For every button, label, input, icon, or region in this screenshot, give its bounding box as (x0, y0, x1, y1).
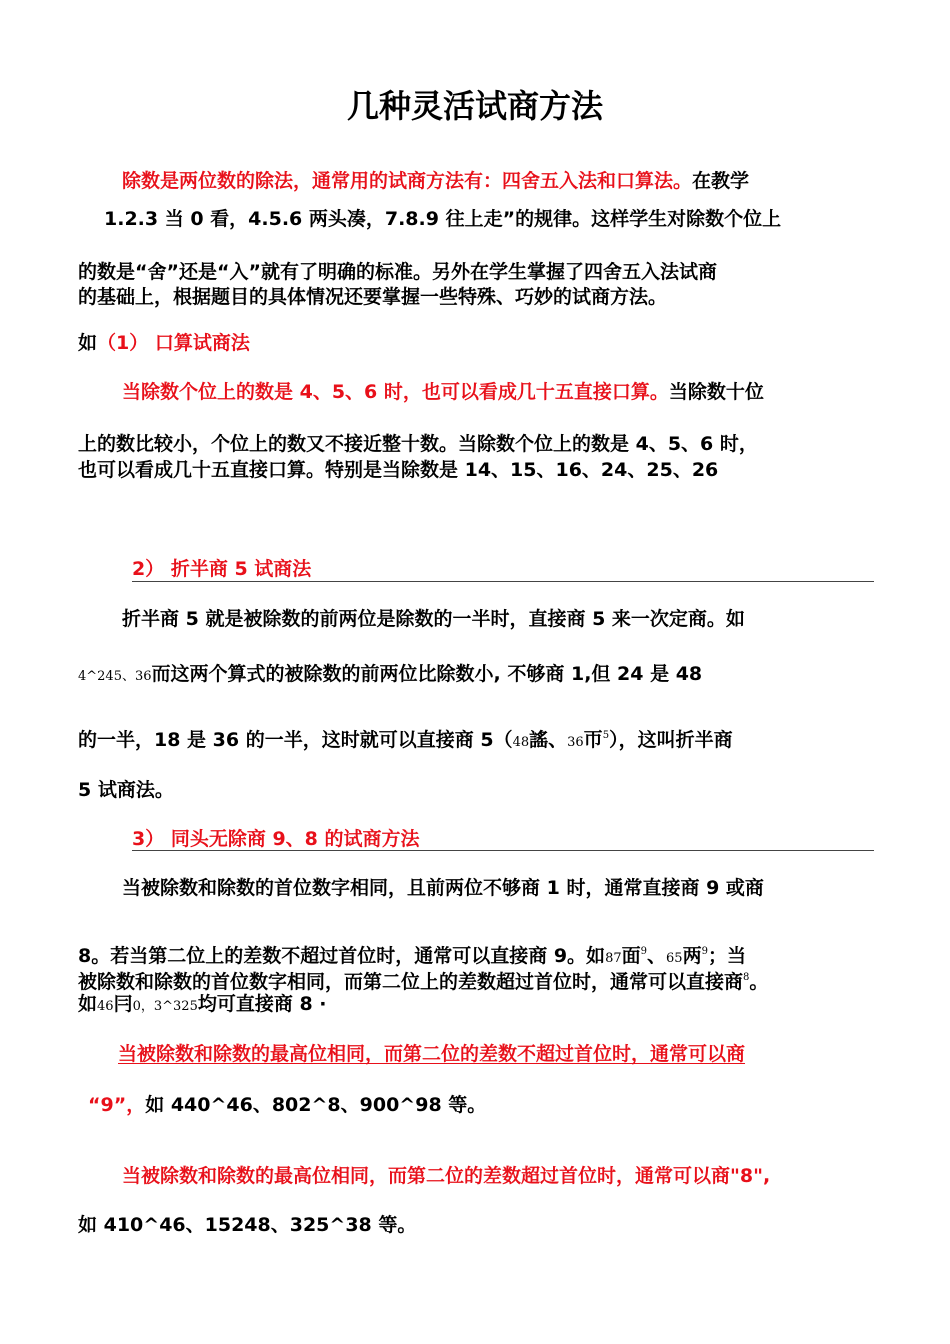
intro-line-3: 的数是“舍”还是“入”就有了明确的标准。另外在学生掌握了四舍五入法试商 (78, 261, 717, 283)
section3-sup-8: 8 (743, 972, 750, 983)
section3-heading-rule (132, 850, 874, 851)
intro-line-1 (122, 169, 749, 193)
section1-heading: （1） 口算试商法 (97, 332, 250, 354)
section3-line-4-a: 如 (78, 993, 98, 1015)
section2-line-2 (78, 662, 702, 689)
section3-expr-0: 0， (132, 999, 154, 1014)
section3-line-1: 当被除数和除数的首位数字相同，且前两位不够商 1 时，通常直接商 9 或商 (122, 877, 764, 899)
rule9-line-1: 当被除数和除数的最高位相同，而第二位的差数不超过首位时，通常可以商 (118, 1043, 746, 1065)
rule8-line-1: 当被除数和除数的最高位相同，而第二位的差数超过首位时，通常可以商"8", (122, 1165, 771, 1187)
section2-heading-rule (132, 581, 874, 582)
section3-line-3-a: 被除数和除数的首位数字相同，而第二位上的差数超过首位时，通常可以直接商 (78, 971, 744, 993)
section3-heading: 3） 同头无除商 9、8 的试商方法 (132, 828, 420, 850)
section3-line-4-b: 冃 (113, 993, 133, 1015)
intro-line-2: 1.2.3 当 0 看，4.5.6 两头凑，7.8.9 往上走”的规律。这样学生对除数个位上 (104, 208, 782, 230)
section3-line-3 (78, 966, 768, 994)
section3-expr-3325: 3^325 (153, 999, 198, 1014)
section3-line-2-a: 8。若当第二位上的差数不超过首位时，通常可以直接商 9。如 (78, 945, 606, 967)
section3-line-2-d: 两 (682, 945, 702, 967)
section1-line-3: 也可以看成几十五直接口算。特别是当除数是 14、15、16、24、25、26 (78, 459, 719, 481)
page-title: 几种灵活试商方法 (346, 87, 603, 125)
section1-text: 当除数十位 (668, 381, 764, 403)
intro-highlight: 除数是两位数的除法，通常用的试商方法有：四舍五入法和口算法。 (122, 170, 693, 192)
rule9-examples: 如 440^46、802^8、900^98 等。 (145, 1094, 487, 1116)
section2-expr-48: 48 (512, 735, 530, 750)
section3-expr-46: 46 (97, 999, 114, 1014)
section2-line-3-a: 的一半，18 是 36 的一半，这时就可以直接商 5（ (78, 729, 513, 751)
section2-expr-36: 36 (567, 735, 584, 750)
rule9-line-2 (88, 1093, 486, 1117)
intro-line-4: 的基础上，根据题目的具体情况还要掌握一些特殊、巧妙的试商方法。 (78, 286, 668, 308)
section2-sup-5: 5 (602, 730, 610, 741)
section3-line-2-c: 、 (647, 945, 667, 967)
section2-line-3 (78, 724, 733, 755)
section3-line-3-b: 。 (749, 971, 769, 993)
section1-prefix: 如 (78, 332, 98, 354)
section1-line-2: 上的数比较小，个位上的数又不接近整十数。当除数个位上的数是 4、5、6 时， (78, 433, 758, 455)
section3-line-2-b: 面 (621, 945, 641, 967)
section3-sup-9b: 9 (701, 946, 708, 957)
section3-line-4-c: 均可直接商 8 · (197, 993, 327, 1015)
section2-line-1: 折半商 5 就是被除数的前两位是除数的一半时，直接商 5 来一次定商。如 (122, 608, 745, 630)
rule9-quote: “9”， (88, 1094, 146, 1116)
intro-text: 在教学 (692, 170, 750, 192)
section1-heading-line (78, 331, 250, 355)
section3-line-4 (78, 992, 327, 1019)
section2-line-4: 5 试商法。 (78, 779, 174, 801)
section3-expr-87: 87 (605, 951, 622, 966)
section2-expression: 4^245、36 (78, 669, 152, 684)
section2-line-2-text: 而这两个算式的被除数的前两位比除数小, 不够商 1,但 24 是 48 (151, 663, 703, 685)
section1-highlight: 当除数个位上的数是 4、5、6 时，也可以看成几十五直接口算。 (122, 381, 669, 403)
section3-expr-65: 65 (666, 951, 683, 966)
section2-heading: 2） 折半商 5 试商法 (132, 558, 312, 580)
rule8-line-2: 如 410^46、15248、325^38 等。 (78, 1214, 417, 1236)
section1-line-1 (122, 380, 764, 404)
section2-line-3-c: 帀 (583, 729, 603, 751)
section3-line-2-e: ；当 (707, 945, 746, 967)
section2-line-3-b: 謠、 (529, 729, 568, 751)
section2-line-3-d: ），这叫折半商 (609, 729, 733, 751)
section3-sup-9a: 9 (640, 946, 647, 957)
